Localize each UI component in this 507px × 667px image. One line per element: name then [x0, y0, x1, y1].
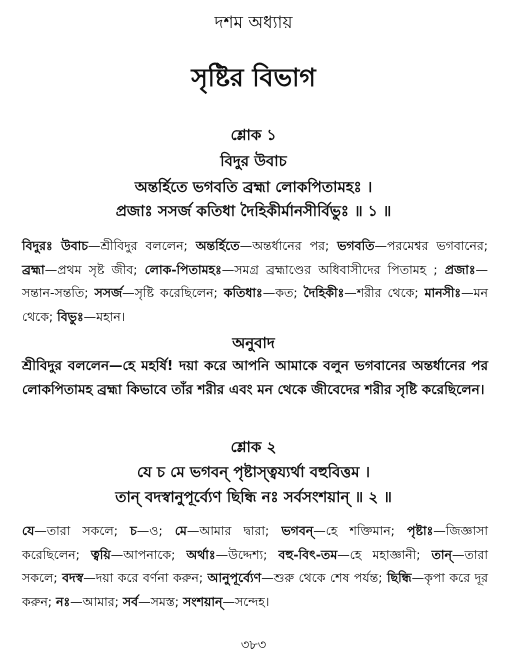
synonym-meaning: তারা সকলে; [22, 546, 488, 585]
verse-2-label: শ্লোক ২ [230, 438, 277, 456]
synonym-word: অন্তর্হিতে [195, 238, 240, 253]
synonym-word: দৈহিকীঃ [303, 285, 345, 300]
verse-1-label: শ্লোক ১ [230, 126, 277, 144]
chapter-title: সৃষ্টির বিভাগ [191, 63, 316, 92]
synonym-meaning: মন থেকে; [22, 285, 488, 324]
synonym-meaning: জিজ্ঞাসা করেছিলেন; [22, 523, 488, 562]
synonym-meaning: আমার; [82, 593, 119, 609]
verse-1-line-2: প্রজাঃ সসর্জ কতিধা দৈহিকীর্মানসীর্বিভুঃ ॥ ১ ॥ [115, 202, 392, 220]
synonym-meaning: আপনাকে; [123, 546, 176, 562]
synonym-meaning: শরীর থেকে; [356, 285, 419, 300]
verse-1-synonyms: বিদুরঃ উবাচ—শ্রীবিদুর বললেন; অন্তর্হিতে—অন্তর্ধানের পর; ভগবতি—পরমেশ্বর ভগবানের; ব্রহ্মা—প্রথম সৃষ্ট জীব; লোক-পিতামহঃ—সমগ্র ব্রহ্মাণ্ডের অধিবাসীদের পিতামহ ; প্রজাঃ—সন্তান-সন্ততি; সসর্জ—সৃষ্টি করেছিলেন; কতিধাঃ—কত; দৈহিকীঃ—শরীর থেকে; মানসীঃ—মন থেকে; বিভুঃ—মহান। [22, 238, 488, 324]
synonym-word: আনুপূর্ব্যেণ [207, 570, 262, 585]
synonym-word: যে [22, 523, 35, 538]
synonym-word: পৃষ্টাঃ [406, 523, 434, 538]
synonym-word: ভগবতি [337, 238, 375, 253]
verse-2-line-1: যে চ মে ভগবন্ পৃষ্টাস্ত্বয্যর্থা বহুবিত্তম । [136, 463, 371, 481]
chapter-heading: দশম অধ্যায় [214, 13, 293, 33]
synonym-word: ভগবন্ [281, 523, 314, 538]
synonym-word: ছিন্ধি [386, 570, 412, 585]
verse-1-translation: শ্রীবিদুর বললেন—হে মহর্ষি! দয়া করে আপনি আমাকে বলুন ভগবানের অন্তর্ধানের পর লোকপিতামহ ব্রহ্মা কিভাবে তাঁর শরীর এবং মন থেকে জীবেদের শরীর সৃষ্টি করেছিলেন। [22, 358, 488, 398]
verse-2-line-2: তান্ বদস্বানুপূর্ব্যেণ ছিন্ধি নঃ সর্বসংশয়ান্ ॥ ২ ॥ [115, 488, 392, 506]
verse-1-line-1: অন্তর্হিতে ভগবতি ব্রহ্মা লোকপিতামহঃ । [134, 178, 373, 196]
synonym-meaning: পরমেশ্বর ভগবানের; [387, 238, 488, 253]
synonym-word: বদস্ব [62, 570, 84, 585]
synonym-meaning: প্রথম সৃষ্ট জীব; [57, 261, 138, 277]
synonym-word: অর্থাঃ [186, 546, 216, 562]
synonym-meaning: আমার দ্বারা; [199, 523, 270, 538]
synonym-word: চ [130, 523, 137, 538]
synonym-word: সসর্জ [94, 285, 123, 300]
synonym-word: বিদুরঃ উবাচ [22, 238, 89, 253]
synonym-meaning: মহান। [96, 308, 126, 324]
synonym-meaning: সমগ্র ব্রহ্মাণ্ডের অধিবাসীদের পিতামহ ; [234, 261, 438, 277]
synonym-meaning: সৃষ্টি করেছিলেন; [134, 285, 218, 300]
synonym-meaning: হে মহাজ্ঞানী; [349, 546, 421, 562]
synonym-word: বহু-বিৎ-তম [278, 546, 338, 562]
synonym-word: মে [174, 523, 187, 538]
synonym-meaning: শ্রীবিদুর বললেন; [100, 238, 188, 253]
synonym-meaning: অন্তর্ধানের পর; [252, 238, 330, 253]
synonym-meaning: তারা সকলে; [46, 523, 118, 538]
synonym-word: তান্ [431, 546, 452, 562]
verse-2-synonyms: যে—তারা সকলে; চ—ও; মে—আমার দ্বারা; ভগবন্—হে শক্তিমান; পৃষ্টাঃ—জিজ্ঞাসা করেছিলেন; ত্বয়ি—আপনাকে; অর্থাঃ—উদ্দেশ্য; বহু-বিৎ-তম—হে মহাজ্ঞানী; তান্—তারা সকলে; বদস্ব—দয়া করে বর্ণনা করুন; আনুপূর্ব্যেণ—শুরু থেকে শেষ পর্যন্ত; ছিন্ধি—কৃপা করে দূর করুন; নঃ—আমার; সর্ব—সমস্ত; সংশয়ান্—সন্দেহ। [22, 523, 489, 609]
synonym-meaning: কৃপা করে দূর করুন; [22, 570, 489, 609]
synonym-word: নঃ [56, 593, 71, 609]
synonym-word: মানসীঃ [424, 285, 462, 300]
synonym-word: বিভুঃ [57, 308, 84, 324]
translation-heading: অনুবাদ [232, 334, 275, 352]
synonym-word: সর্ব [122, 593, 139, 609]
synonym-meaning: দয়া করে বর্ণনা করুন; [95, 570, 204, 585]
synonym-meaning: হে শক্তিমান; [325, 523, 395, 538]
synonym-meaning: সন্দেহ। [234, 593, 270, 609]
synonym-word: ত্বয়ি [90, 546, 111, 562]
verse-1-speaker: বিদুর উবাচ [220, 152, 287, 170]
synonym-meaning: সমস্ত; [150, 593, 179, 609]
synonym-word: সংশয়ান্ [182, 593, 223, 609]
synonym-meaning: সন্তান-সন্ততি; [22, 285, 89, 300]
synonym-meaning: ও; [149, 523, 163, 538]
synonym-meaning: কত; [275, 285, 298, 300]
synonym-meaning: শুরু থেকে শেষ পর্যন্ত; [273, 570, 383, 585]
synonym-meaning: উদ্দেশ্য; [228, 546, 268, 562]
synonym-word: ব্রহ্মা [22, 261, 45, 277]
page-number: ৩৮৩ [240, 638, 267, 653]
synonym-word: কতিধাঃ [223, 285, 263, 300]
synonym-word: লোক-পিতামহঃ [144, 261, 222, 277]
synonym-word: প্রজাঃ [444, 261, 476, 277]
